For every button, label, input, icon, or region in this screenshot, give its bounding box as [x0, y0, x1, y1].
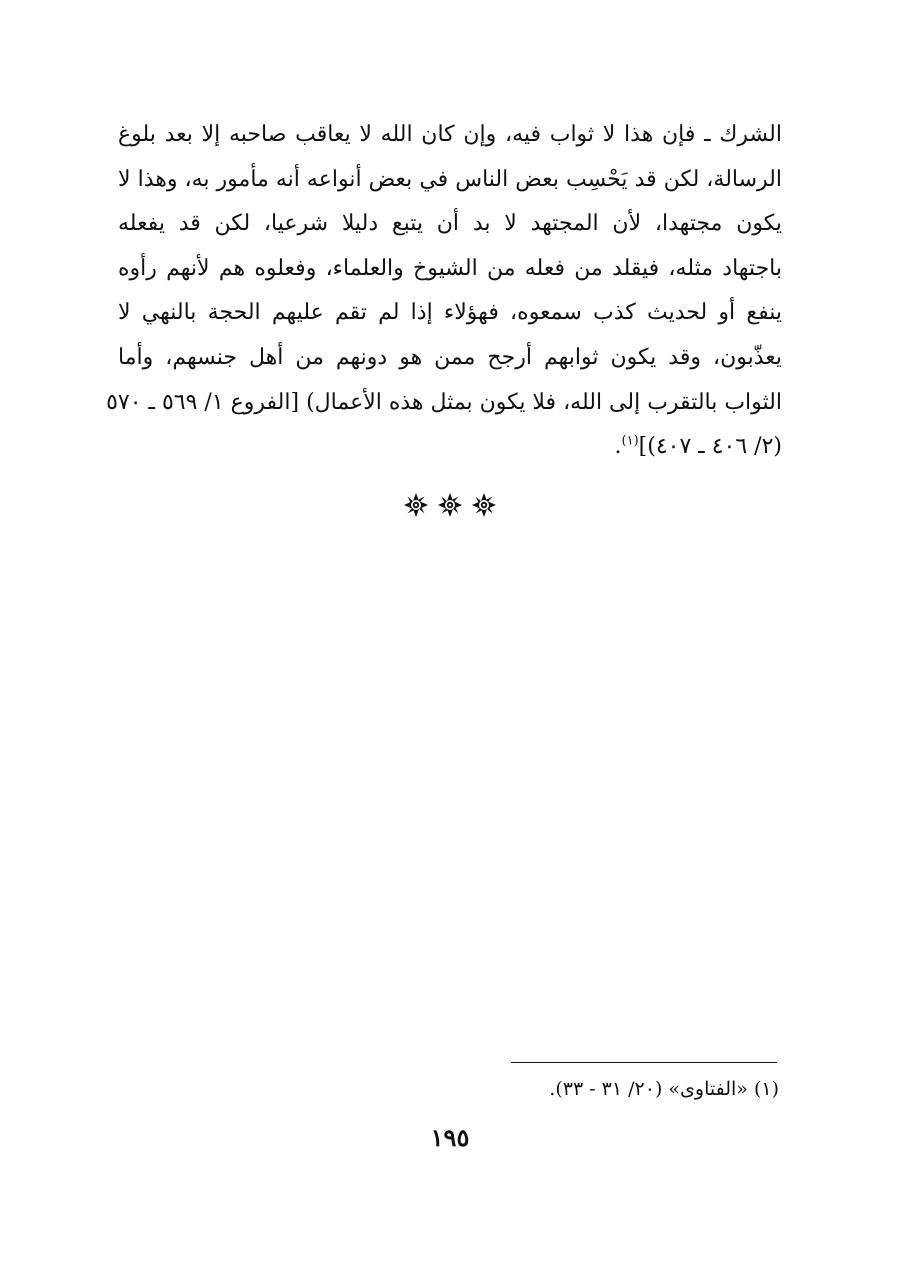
page-number: ١٩٥ [430, 1123, 470, 1152]
text-line-3: يكون مجتهدا، لأن المجتهد لا بد أن يتبع دليلا شرعيا، لكن قد يفعله [118, 211, 782, 237]
text-line-1: الشرك ـ فإن هذا لا ثواب فيه، وإن كان الله لا يعاقب صاحبه إلا بعد بلوغ [118, 122, 782, 147]
text-line-2: الرسالة، لكن قد يَحْسِب بعض الناس في بعض أنواعه أنه مأمور به، وهذا لا [118, 166, 783, 192]
flower-ornament-icon [403, 492, 429, 518]
footnote-separator [511, 1062, 777, 1063]
body-paragraph [106, 113, 783, 470]
text-line-5: ينفع أو لحديث كذب سمعوه، فهؤلاء إذا لم تقم عليهم الحجة بالنهي لا [118, 300, 782, 326]
citation-text: (٢/ ٤٠٦ ـ ٤٠٧)] [638, 434, 782, 460]
final-period: . [614, 434, 622, 460]
flower-ornament-icon [471, 492, 497, 518]
section-divider-ornament [0, 492, 900, 518]
flower-ornament-icon [437, 492, 463, 518]
footnote-reference[interactable]: (١) [621, 433, 639, 449]
footnote: (١) «الفتاوى» (٢٠/ ٣١ - ٣٣). [549, 1078, 779, 1100]
text-line-6: يعذّبون، وقد يكون ثوابهم أرجح ممن هو دونهم من أهل جنسهم، وأما [118, 344, 782, 370]
text-line-4: باجتهاد مثله، فيقلد من فعله من الشيوخ والعلماء، وفعلوه هم لأنهم رأوه [118, 255, 782, 281]
text-line-7: الثواب بالتقرب إلى الله، فلا يكون بمثل هذه الأعمال) [الفروع ١/ ٥٦٩ ـ ٥٧٠ [106, 389, 782, 415]
text-line-8 [118, 425, 782, 470]
